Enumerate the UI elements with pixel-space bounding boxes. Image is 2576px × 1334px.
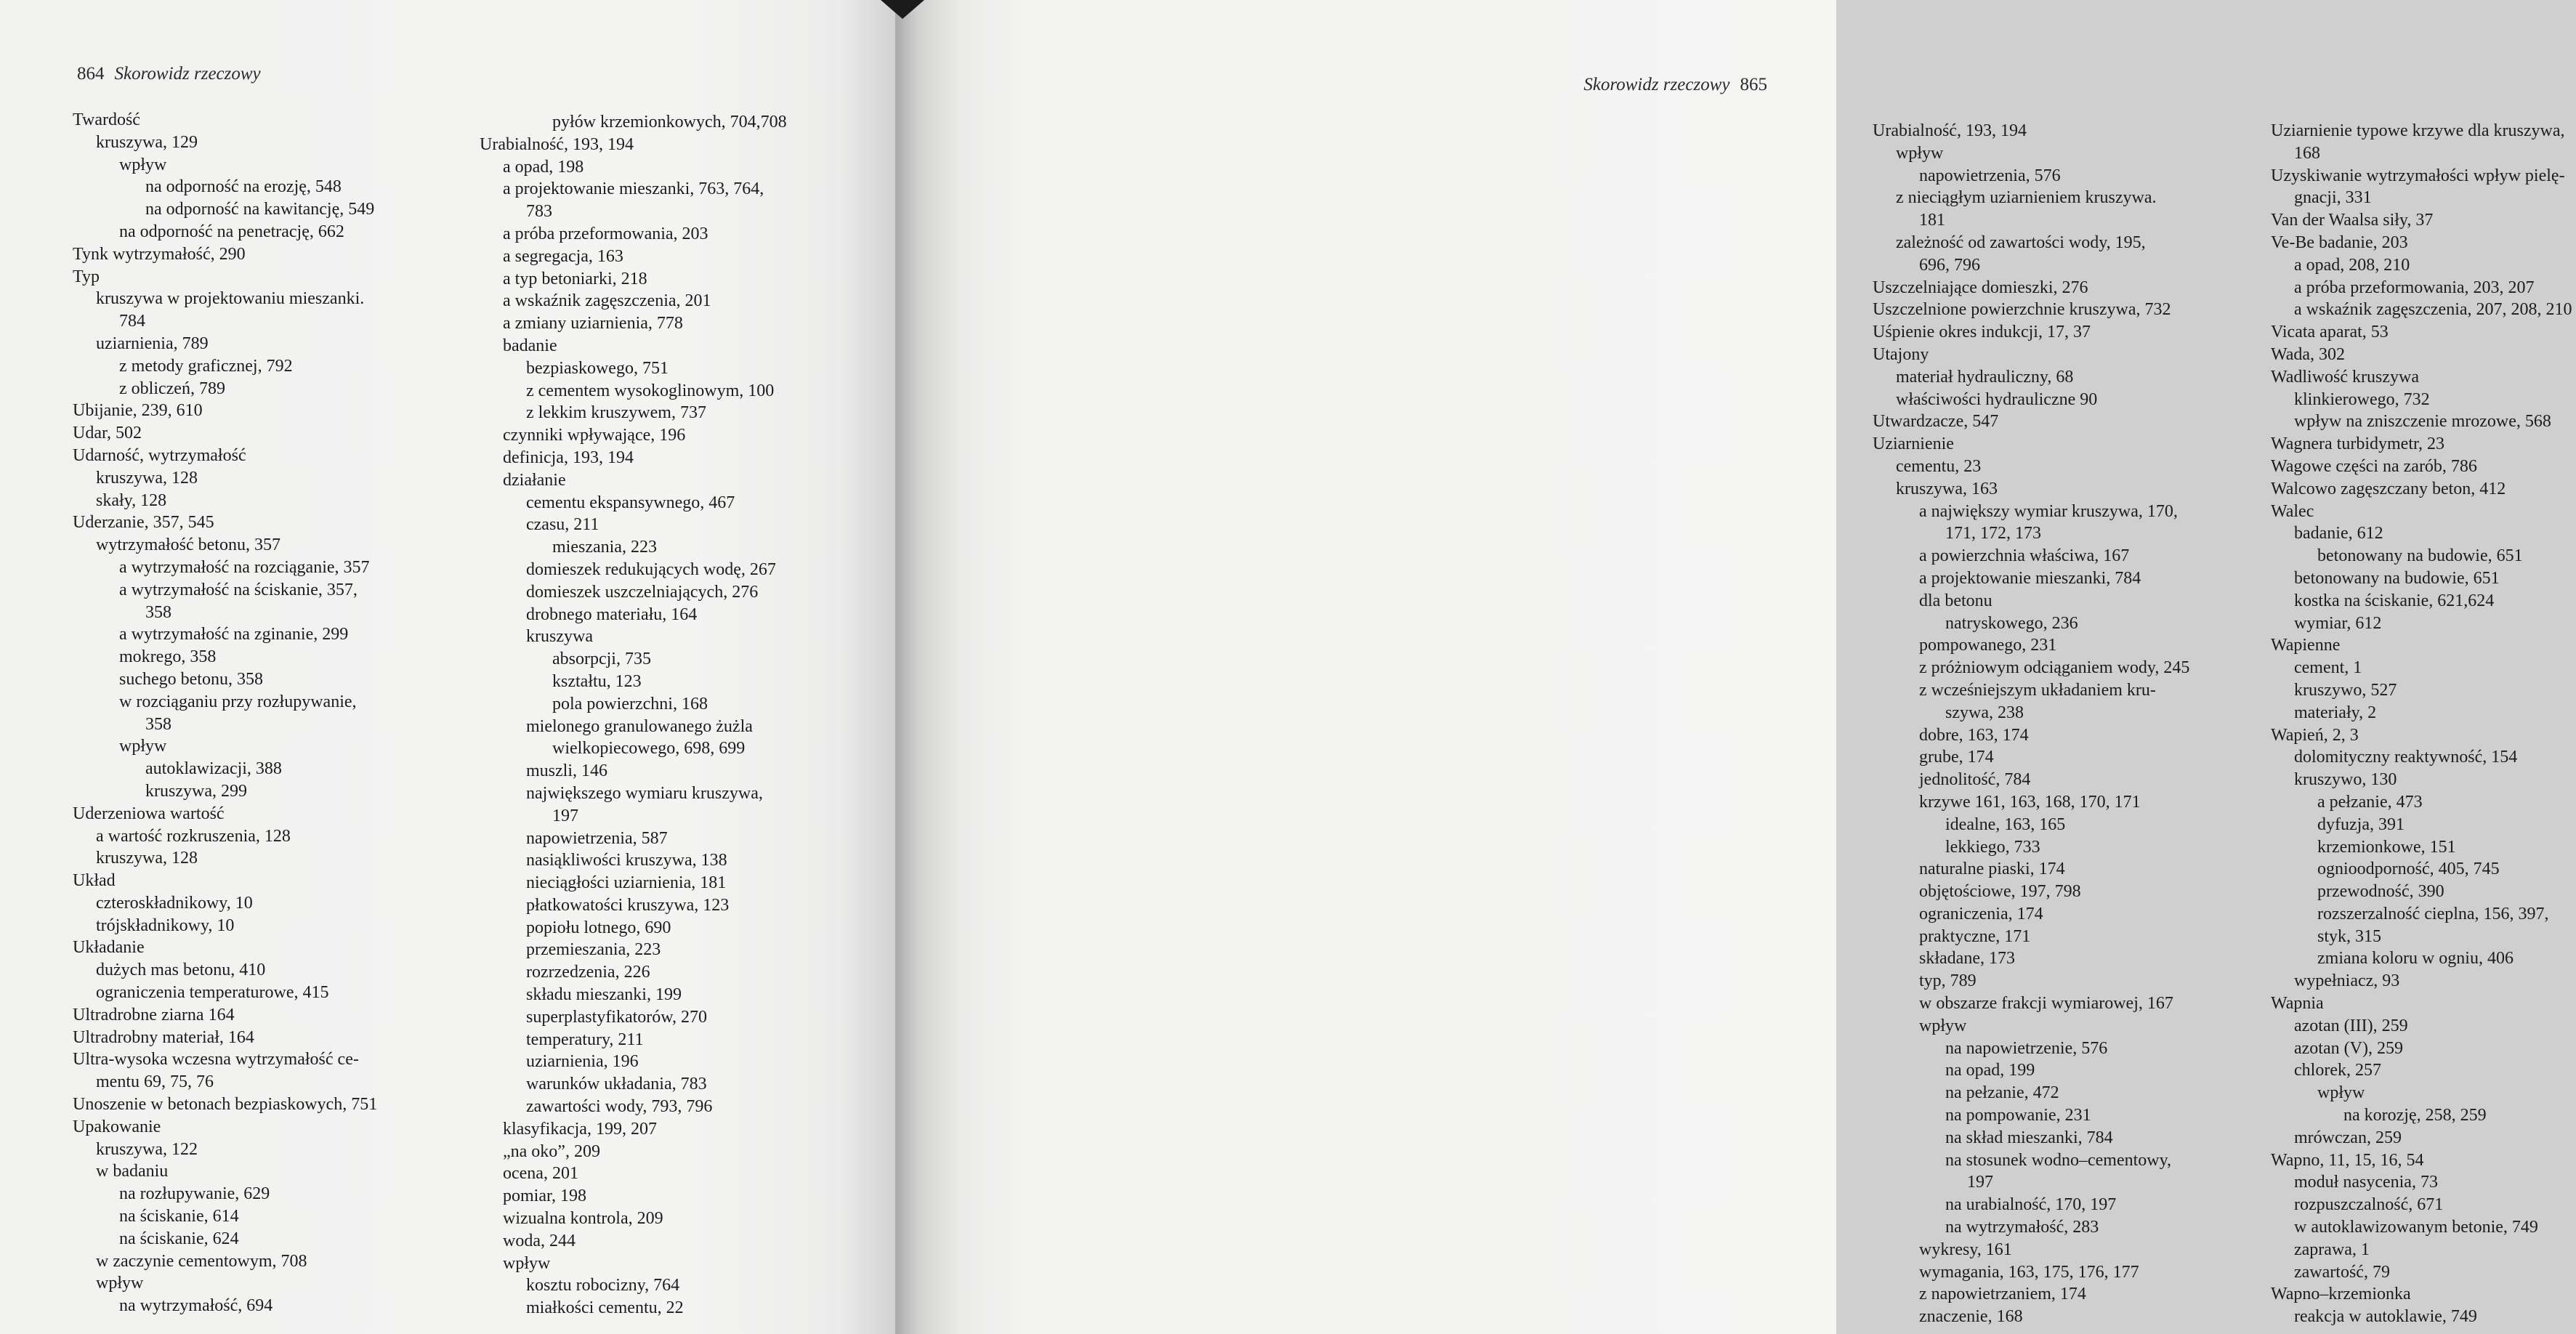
index-entry: Wada, 302 [2271, 344, 2346, 364]
index-entry: a wytrzymałość na rozciąganie, 357 [119, 557, 370, 577]
index-entry: Ultradrobny materiał, 164 [73, 1027, 254, 1047]
index-entry: napowietrzenia, 587 [526, 828, 668, 848]
index-entry: a opad, 208, 210 [2294, 255, 2410, 275]
index-entry: 171, 172, 173 [1945, 524, 2041, 543]
index-column-1 [73, 109, 451, 1317]
index-entry: woda, 244 [503, 1231, 576, 1250]
index-entry: uziarnienia, 196 [526, 1052, 639, 1072]
index-entry: wymagania, 163, 175, 176, 177 [1919, 1262, 2139, 1282]
index-entry: na odporność na kawitancję, 549 [145, 200, 375, 219]
index-entry: kruszywa [526, 627, 593, 647]
index-entry: cementu, 23 [1896, 456, 1982, 476]
index-entry: zaprawa, 1 [2294, 1240, 2370, 1259]
index-entry: wpływ [1896, 143, 1944, 163]
index-entry: klinkierowego, 732 [2294, 389, 2430, 409]
index-entry: gnacji, 331 [2294, 188, 2372, 208]
index-entry: Typ [73, 267, 100, 286]
index-entry: na napowietrzenie, 576 [1945, 1038, 2108, 1058]
index-entry: pompowanego, 231 [1919, 636, 2057, 655]
index-entry: kruszywa, 122 [96, 1139, 198, 1159]
index-entry: natryskowego, 236 [1945, 613, 2078, 633]
index-entry: ograniczenia, 174 [1919, 904, 2043, 923]
index-entry: wpływ [2317, 1083, 2365, 1103]
index-entry: Udar, 502 [73, 424, 142, 443]
index-entry: trójskładnikowy, 10 [96, 915, 235, 935]
index-entry: Układanie [73, 938, 145, 958]
index-entry: wpływ [503, 1253, 551, 1273]
index-entry: Walcowo zagęszczany beton, 412 [2271, 479, 2506, 498]
index-entry: Uderzanie, 357, 545 [73, 513, 214, 533]
index-entry: a zmiany uziarnienia, 778 [503, 314, 683, 334]
index-entry: cement, 1 [2294, 658, 2362, 678]
index-entry: badanie [503, 336, 557, 355]
index-entry: wypełniacz, 93 [2294, 971, 2400, 991]
left-book-page [0, 0, 901, 1334]
index-entry: wpływ [119, 737, 167, 756]
index-entry: znaczenie, 168 [1919, 1307, 2023, 1327]
index-entry: wielkopiecowego, 698, 699 [552, 739, 746, 759]
index-entry: muszli, 146 [526, 761, 607, 781]
index-entry: cementu ekspansywnego, 467 [526, 493, 735, 512]
index-entry: lekkiego, 733 [1945, 837, 2040, 857]
index-entry: wpływ na zniszczenie mrozowe, 568 [2294, 412, 2551, 432]
index-entry: dużych mas betonu, 410 [96, 961, 266, 980]
index-entry: Ubijanie, 239, 610 [73, 401, 203, 421]
index-column-3 [1873, 120, 2250, 1328]
index-entry: dolomityczny reaktywność, 154 [2294, 748, 2518, 767]
index-entry: na odporność na penetrację, 662 [119, 222, 344, 241]
index-entry: zależność od zawartości wody, 195, [1896, 233, 2146, 252]
index-entry: pyłów krzemionkowych, 704,708 [552, 113, 787, 132]
index-entry: styk, 315 [2317, 926, 2382, 946]
index-entry: mokrego, 358 [119, 647, 217, 667]
index-entry: Wapno, 11, 15, 16, 54 [2271, 1150, 2424, 1170]
index-entry: kostka na ściskanie, 621,624 [2294, 591, 2495, 610]
index-entry: największego wymiaru kruszywa, [526, 783, 763, 803]
index-entry: kruszywa, 299 [145, 781, 247, 801]
index-entry: kruszywo, 527 [2294, 680, 2397, 700]
index-entry: definicja, 193, 194 [503, 448, 634, 467]
index-entry: moduł nasycenia, 73 [2294, 1173, 2438, 1192]
index-entry: na stosunek wodno–cementowy, [1945, 1150, 2172, 1170]
index-entry: Tynk wytrzymałość, 290 [73, 244, 246, 264]
index-entry: krzemionkowe, 151 [2317, 837, 2456, 857]
index-entry: z wcześniejszym układaniem kru- [1919, 680, 2156, 700]
index-entry: Wapno–krzemionka [2271, 1285, 2411, 1304]
index-entry: na korozję, 258, 259 [2343, 1106, 2487, 1125]
index-entry: szywa, 238 [1945, 703, 2024, 722]
index-entry: pola powierzchni, 168 [552, 694, 708, 714]
index-entry: 197 [1967, 1173, 1993, 1192]
index-entry: betonowany na budowie, 651 [2294, 568, 2500, 588]
index-entry: Ultra-wysoka wczesna wytrzymałość ce- [73, 1050, 359, 1070]
index-entry: a wskaźnik zagęszczenia, 201 [503, 291, 711, 311]
index-entry: na wytrzymałość, 283 [1945, 1218, 2099, 1237]
index-entry: Wadliwość kruszywa [2271, 367, 2420, 387]
index-entry: kosztu robocizny, 764 [526, 1276, 680, 1295]
index-entry: 197 [552, 806, 578, 825]
index-entry: a segregacja, 163 [503, 246, 623, 266]
index-entry: uziarnienia, 789 [96, 334, 209, 353]
index-entry: Unoszenie w betonach bezpiaskowych, 751 [73, 1095, 378, 1115]
index-entry: mieszania, 223 [552, 538, 657, 557]
index-column-2 [480, 111, 887, 1319]
index-entry: Urabialność, 193, 194 [1873, 121, 2027, 140]
index-entry: a wytrzymałość na ściskanie, 357, [119, 580, 358, 599]
index-entry: na skład mieszanki, 784 [1945, 1128, 2113, 1147]
index-entry: przewodność, 390 [2317, 882, 2444, 902]
index-entry: krzywe 161, 163, 168, 170, 171 [1919, 792, 2141, 812]
index-entry: Vicata aparat, 53 [2271, 323, 2389, 342]
index-entry: a pełzanie, 473 [2317, 792, 2423, 812]
index-entry: Ve-Be badanie, 203 [2271, 233, 2408, 252]
index-entry: wymiar, 612 [2294, 613, 2382, 633]
index-entry: rozszerzalność cieplna, 156, 397, [2317, 904, 2549, 923]
index-entry: kruszywa w projektowaniu mieszanki. [96, 289, 365, 309]
index-entry: a projektowanie mieszanki, 763, 764, [503, 179, 764, 199]
page-number-left: 864 [77, 64, 105, 84]
index-entry: kształtu, 123 [552, 671, 642, 691]
index-entry: 181 [1919, 211, 1945, 230]
index-entry: wytrzymałość betonu, 357 [96, 535, 280, 555]
index-entry: z cementem wysokoglinowym, 100 [526, 381, 775, 400]
index-entry: w badaniu [96, 1162, 169, 1181]
index-entry: Uszczelniające domieszki, 276 [1873, 278, 2088, 297]
index-entry: skały, 128 [96, 490, 167, 510]
index-entry: kruszywa, 128 [96, 468, 198, 488]
index-entry: naturalne piaski, 174 [1919, 860, 2065, 879]
index-entry: w zaczynie cementowym, 708 [96, 1251, 307, 1271]
index-entry: na odporność na erozję, 548 [145, 177, 342, 197]
index-entry: ocena, 201 [503, 1164, 578, 1184]
index-entry: badanie, 612 [2294, 524, 2383, 543]
index-entry: składane, 173 [1919, 949, 2015, 969]
index-entry: z obliczeń, 789 [119, 379, 225, 398]
index-entry: czasu, 211 [526, 515, 599, 535]
index-entry: praktyczne, 171 [1919, 926, 2031, 946]
index-entry: z nieciągłym uziarnieniem kruszywa. [1896, 188, 2157, 208]
index-entry: składu mieszanki, 199 [526, 985, 682, 1005]
index-entry: Wagowe części na zarób, 786 [2271, 456, 2477, 476]
index-entry: azotan (III), 259 [2294, 1016, 2408, 1035]
index-entry: a próba przeformowania, 203 [503, 224, 708, 243]
index-entry: z metody graficznej, 792 [119, 356, 293, 376]
index-entry: dla betonu [1919, 591, 1992, 610]
index-entry: Upakowanie [73, 1117, 161, 1136]
index-entry: Uziarnienie [1873, 434, 1954, 454]
index-entry: zmiana koloru w ogniu, 406 [2317, 949, 2514, 969]
index-entry: a opad, 198 [503, 157, 584, 177]
index-entry: Utwardzacze, 547 [1873, 412, 1999, 432]
index-entry: Uśpienie okres indukcji, 17, 37 [1873, 323, 2091, 342]
index-entry: wizualna kontrola, 209 [503, 1209, 663, 1229]
index-entry: mrówczan, 259 [2294, 1128, 2402, 1147]
index-entry: 358 [145, 602, 171, 622]
index-entry: bezpiaskowego, 751 [526, 358, 669, 378]
index-entry: kruszywo, 130 [2294, 770, 2397, 790]
index-entry: na pompowanie, 231 [1945, 1106, 2091, 1125]
index-entry: 783 [526, 202, 552, 222]
page-number-right: 865 [1740, 75, 1767, 94]
index-entry: materiały, 2 [2294, 703, 2377, 722]
index-entry: absorpcji, 735 [552, 650, 651, 669]
index-entry: nieciągłości uziarnienia, 181 [526, 873, 727, 893]
index-entry: dyfuzja, 391 [2317, 814, 2405, 834]
index-entry: azotan (V), 259 [2294, 1038, 2403, 1058]
index-entry: autoklawizacji, 388 [145, 759, 282, 779]
index-entry: przemieszania, 223 [526, 940, 661, 960]
index-entry: na rozłupywanie, 629 [119, 1184, 270, 1204]
binding-clip-mark [881, 0, 924, 19]
index-entry: kruszywa, 129 [96, 132, 198, 152]
index-entry: idealne, 163, 165 [1945, 814, 2066, 834]
index-entry: klasyfikacja, 199, 207 [503, 1119, 657, 1139]
index-entry: kruszywa, 128 [96, 849, 198, 868]
index-entry: a wartość rozkruszenia, 128 [96, 826, 291, 846]
index-entry: 168 [2294, 143, 2320, 163]
index-entry: Van der Waalsa siły, 37 [2271, 211, 2434, 230]
index-entry: na wytrzymałość, 694 [119, 1296, 273, 1316]
index-entry: na pełzanie, 472 [1945, 1083, 2059, 1103]
index-column-4 [2271, 120, 2576, 1328]
index-entry: 358 [145, 714, 171, 734]
index-entry: a typ betoniarki, 218 [503, 269, 647, 288]
index-entry: miałkości cementu, 22 [526, 1298, 684, 1318]
index-entry: w autoklawizowanym betonie, 749 [2294, 1218, 2538, 1237]
index-entry: Walec [2271, 501, 2314, 521]
index-entry: rozrzedzenia, 226 [526, 963, 650, 982]
index-entry: Wagnera turbidymetr, 23 [2271, 434, 2445, 454]
index-entry: betonowany na budowie, 651 [2317, 546, 2523, 566]
index-entry: mentu 69, 75, 76 [96, 1072, 214, 1092]
right-book-page [895, 0, 2572, 1334]
index-entry: „na oko”, 209 [503, 1141, 600, 1161]
index-entry: wpływ [96, 1274, 144, 1293]
index-entry: na opad, 199 [1945, 1061, 2035, 1080]
index-entry: jednolitość, 784 [1919, 770, 2031, 790]
index-entry: z lekkim kruszywem, 737 [526, 403, 706, 423]
index-entry: a próba przeformowania, 203, 207 [2294, 278, 2535, 297]
index-entry: materiał hydrauliczny, 68 [1896, 367, 2074, 387]
index-entry: a powierzchnia właściwa, 167 [1919, 546, 2130, 566]
index-entry: popiołu lotnego, 690 [526, 918, 671, 937]
running-head-left [77, 64, 261, 84]
index-entry: Uszczelnione powierzchnie kruszywa, 732 [1873, 300, 2171, 320]
index-entry: pomiar, 198 [503, 1187, 587, 1206]
index-entry: superplastyfikatorów, 270 [526, 1007, 708, 1027]
index-entry: czynniki wpływające, 196 [503, 426, 686, 445]
index-entry: typ, 789 [1919, 971, 1977, 991]
index-entry: kruszywa, 163 [1896, 479, 1998, 498]
index-entry: objętościowe, 197, 798 [1919, 882, 2081, 902]
index-entry: na ściskanie, 624 [119, 1229, 239, 1248]
index-entry: domieszek uszczelniających, 276 [526, 582, 759, 602]
index-entry: działanie [503, 470, 566, 490]
index-entry: Urabialność, 193, 194 [480, 134, 634, 154]
index-entry: zawartości wody, 793, 796 [526, 1097, 713, 1117]
index-entry: dobre, 163, 174 [1919, 725, 2029, 745]
index-entry: suchego betonu, 358 [119, 669, 263, 689]
index-entry: nasiąkliwości kruszywa, 138 [526, 851, 727, 870]
index-entry: reakcja w autoklawie, 749 [2294, 1307, 2477, 1327]
index-entry: temperatury, 211 [526, 1030, 644, 1049]
index-entry: a wskaźnik zagęszczenia, 207, 208, 210 [2294, 300, 2572, 320]
index-entry: a największy wymiar kruszywa, 170, [1919, 501, 2178, 521]
index-entry: z napowietrzaniem, 174 [1919, 1285, 2086, 1304]
index-entry: Twardość [73, 110, 140, 129]
index-entry: wpływ [119, 155, 167, 174]
index-entry: 696, 796 [1919, 255, 1980, 275]
index-entry: na urabialność, 170, 197 [1945, 1195, 2117, 1215]
index-entry: Udarność, wytrzymałość [73, 445, 246, 465]
index-entry: grube, 174 [1919, 748, 1994, 767]
index-entry: mielonego granulowanego żużla [526, 716, 753, 736]
index-entry: Wapnia [2271, 994, 2324, 1014]
index-entry: ograniczenia temperaturowe, 415 [96, 983, 329, 1003]
index-entry: na ściskanie, 614 [119, 1207, 239, 1226]
index-entry: ognioodporność, 405, 745 [2317, 860, 2500, 879]
index-entry: płatkowatości kruszywa, 123 [526, 895, 730, 915]
index-entry: Ultradrobne ziarna 164 [73, 1005, 235, 1024]
running-title-right: Skorowidz rzeczowy [1583, 75, 1730, 94]
index-entry: a wytrzymałość na zginanie, 299 [119, 625, 349, 644]
index-entry: właściwości hydrauliczne 90 [1896, 389, 2098, 409]
index-entry: w obszarze frakcji wymiarowej, 167 [1919, 994, 2173, 1014]
index-entry: czteroskładnikowy, 10 [96, 893, 253, 913]
index-entry: a projektowanie mieszanki, 784 [1919, 568, 2141, 588]
running-head-right [1583, 75, 1767, 95]
index-entry: chlorek, 257 [2294, 1061, 2381, 1080]
index-entry: Wapień, 2, 3 [2271, 725, 2359, 745]
index-entry: Uziarnienie typowe krzywe dla kruszywa, [2271, 121, 2565, 140]
index-entry: rozpuszczalność, 671 [2294, 1195, 2444, 1215]
index-entry: wykresy, 161 [1919, 1240, 2012, 1259]
index-entry: domieszek redukujących wodę, 267 [526, 559, 776, 579]
index-entry: zawartość, 79 [2294, 1262, 2390, 1282]
index-entry: Utajony [1873, 344, 1929, 364]
index-entry: Uderzeniowa wartość [73, 804, 225, 823]
index-entry: z próżniowym odciąganiem wody, 245 [1919, 658, 2190, 678]
index-entry: Układ [73, 871, 116, 891]
index-entry: Wapienne [2271, 636, 2341, 655]
index-entry: Uzyskiwanie wytrzymałości wpływ pielę- [2271, 166, 2565, 185]
index-entry: napowietrzenia, 576 [1919, 166, 2061, 185]
index-entry: warunków układania, 783 [526, 1075, 707, 1094]
index-entry: drobnego materiału, 164 [526, 605, 698, 624]
running-title-left: Skorowidz rzeczowy [114, 64, 261, 84]
index-entry: 784 [119, 312, 145, 331]
index-entry: wpływ [1919, 1016, 1967, 1035]
index-entry: w rozciąganiu przy rozłupywanie, [119, 692, 357, 711]
